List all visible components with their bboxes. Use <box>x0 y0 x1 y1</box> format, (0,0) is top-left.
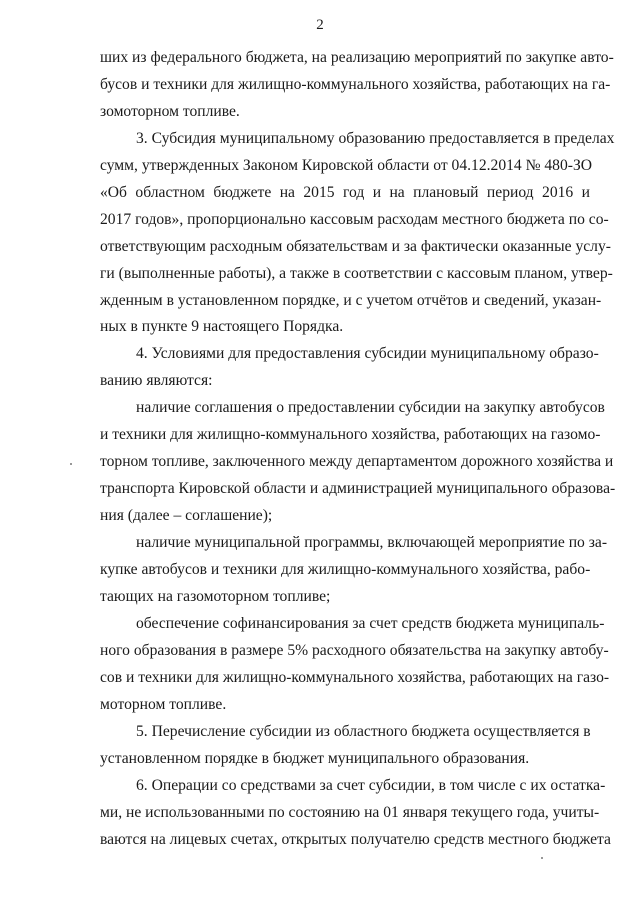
text-line: 4. Условиями для предоставления субсидии муниципальному образо- <box>136 345 599 362</box>
text-line: моторном топливе. <box>100 696 227 713</box>
text-line: купке автобусов и техники для жилищно-коммунального хозяйства, рабо- <box>100 561 591 578</box>
text-line: тающих на газомоторном топливе; <box>100 588 331 605</box>
text-line: ги (выполненные работы), а также в соответствии с кассовым планом, утвер- <box>100 265 613 282</box>
text-line: наличие муниципальной программы, включающей мероприятие по за- <box>136 534 608 551</box>
scan-speck <box>70 463 72 465</box>
text-line: наличие соглашения о предоставлении субсидии на закупку автобусов <box>136 399 605 416</box>
text-line: 2017 годов», пропорционально кассовым расходам местного бюджета по со- <box>100 211 609 228</box>
text-line: ших из федерального бюджета, на реализацию мероприятий по закупке авто- <box>100 49 614 66</box>
text-line: 5. Перечисление субсидии из областного бюджета осуществляется в <box>136 723 591 740</box>
text-line: ных в пункте 9 настоящего Порядка. <box>100 318 344 335</box>
text-line: обеспечение софинансирования за счет средств бюджета муниципаль- <box>136 615 605 632</box>
text-line: транспорта Кировской области и администрацией муниципального образова- <box>100 480 616 497</box>
text-line: ния (далее – соглашение); <box>100 507 273 524</box>
text-line: зомоторном топливе. <box>100 103 240 120</box>
text-line: ми, не использованными по состоянию на 01 января текущего года, учиты- <box>100 804 600 821</box>
text-line: жденным в установленном порядке, и с учетом отчётов и сведений, указан- <box>100 292 602 309</box>
scan-speck <box>541 857 543 859</box>
text-line: сумм, утвержденных Законом Кировской области от 04.12.2014 № 480-ЗО <box>100 157 593 174</box>
text-line: 3. Субсидия муниципальному образованию предоставляется в пределах <box>136 130 615 147</box>
text-line: бусов и техники для жилищно-коммунального хозяйства, работающих на га- <box>100 76 611 93</box>
page-number: 2 <box>316 17 324 33</box>
text-line: установленном порядке в бюджет муниципального образования. <box>100 750 530 767</box>
text-line: ного образования в размере 5% расходного обязательства на закупку автобу- <box>100 642 609 659</box>
text-line: ваются на лицевых счетах, открытых получателю средств местного бюджета <box>100 831 611 848</box>
text-line: ванию являются: <box>100 372 213 389</box>
text-line: торном топливе, заключенного между департаментом дорожного хозяйства и <box>100 453 614 470</box>
text-line: ответствующим расходным обязательствам и за фактически оказанные услу- <box>100 238 611 255</box>
text-line: и техники для жилищно-коммунального хозяйства, работающих на газомо- <box>100 426 601 443</box>
text-line: 6. Операции со средствами за счет субсидии, в том числе с их остатка- <box>136 777 606 794</box>
text-line: «Об областном бюджете на 2015 год и на плановый период 2016 и <box>100 184 590 201</box>
text-line: сов и техники для жилищно-коммунального хозяйства, работающих на газо- <box>100 669 610 686</box>
